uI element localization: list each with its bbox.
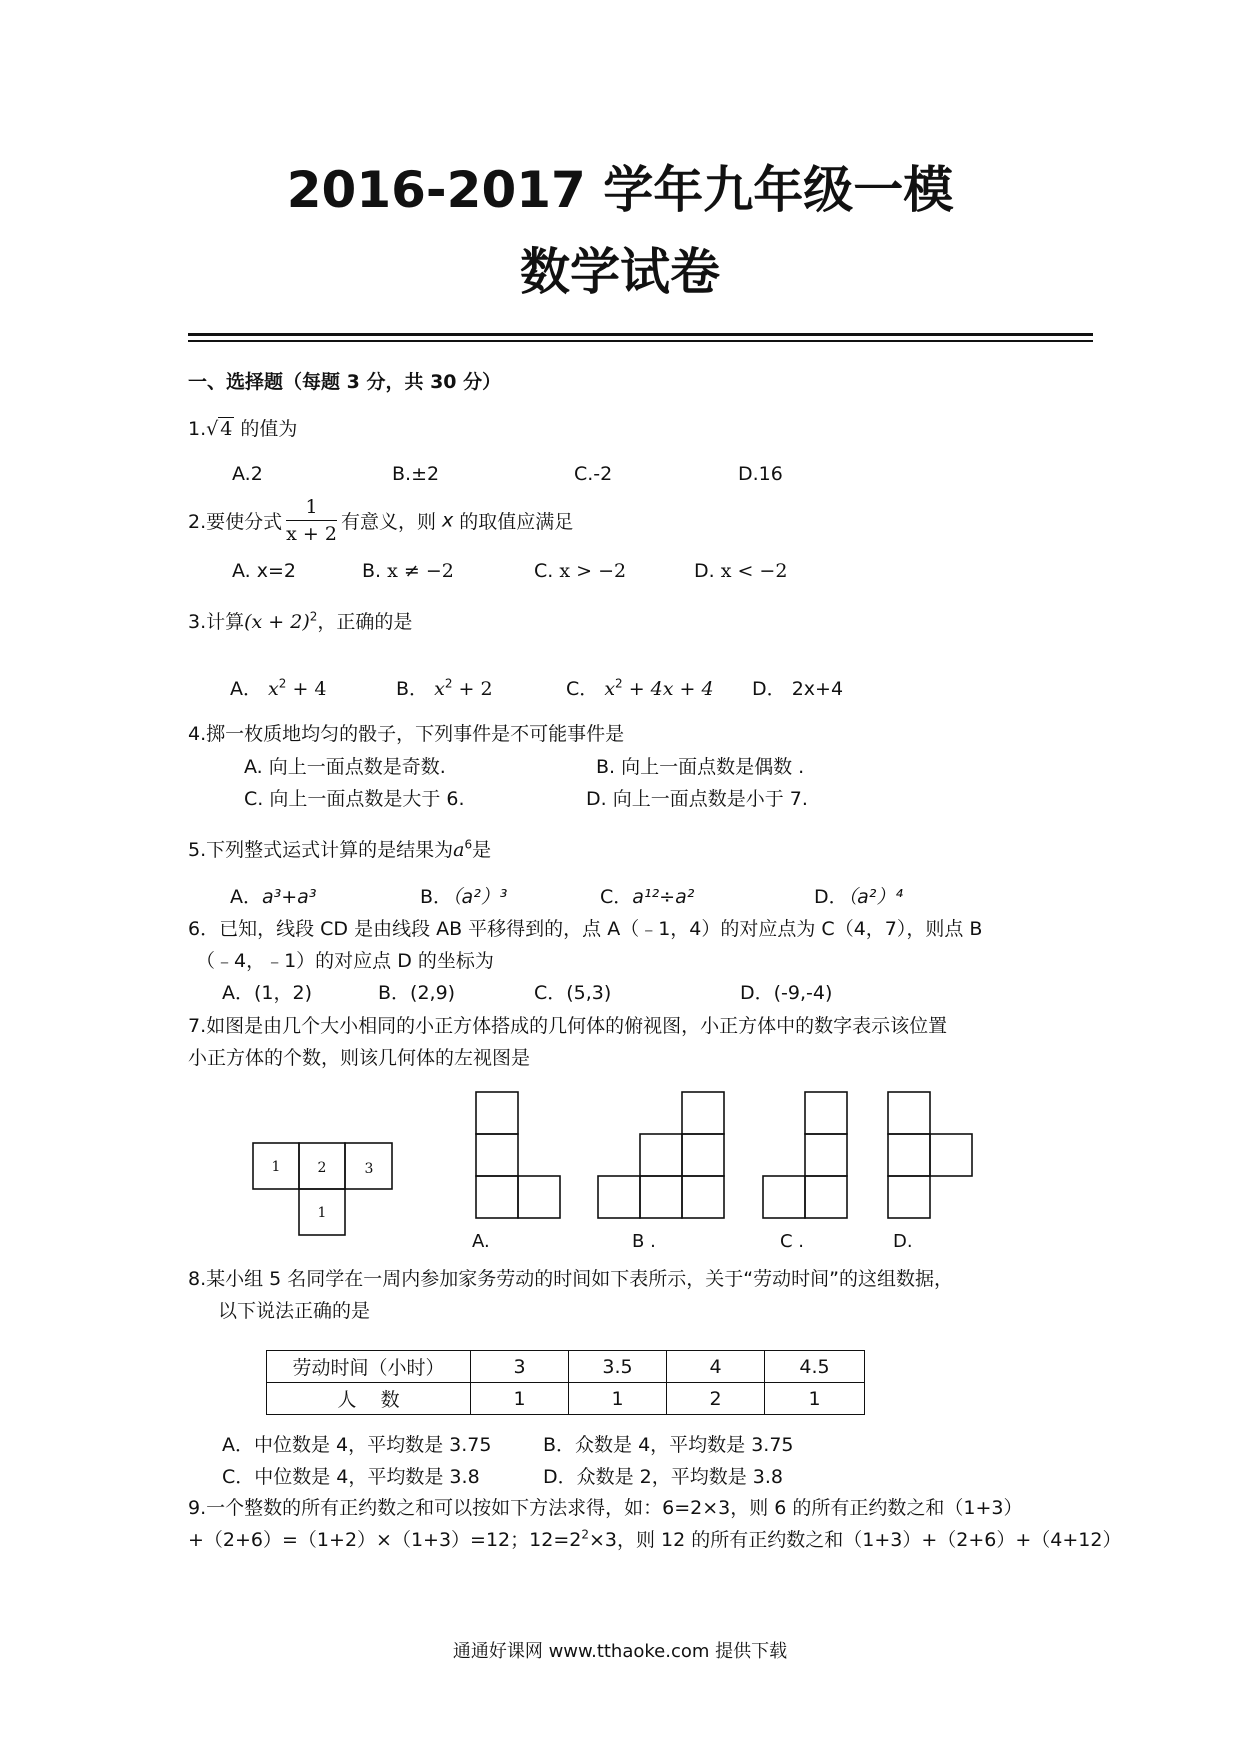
top-view-number: 1 — [271, 1159, 281, 1175]
table-row — [267, 1383, 865, 1415]
question-8-line1: 8.某小组 5 名同学在一周内参加家务劳动的时间如下表所示，关于“劳动时间”的这组数据， — [188, 1268, 953, 1290]
table-cell: 4.5 — [765, 1351, 865, 1383]
q5-option-a: A．a³+a³ — [230, 886, 317, 908]
q8-option-a: A．中位数是 4，平均数是 3.75 — [222, 1434, 492, 1456]
top-view-number: 1 — [317, 1205, 327, 1221]
q6-option-b: B．(2,9) — [378, 982, 456, 1004]
q3-option-b: B． $x^2 + 2$ — [396, 676, 493, 700]
q6-option-a: A．(1，2) — [222, 982, 312, 1004]
q3-option-d: D． 2x+4 — [752, 678, 844, 700]
q8-option-d: D．众数是 2，平均数是 3.8 — [543, 1466, 784, 1488]
q8-option-b: B．众数是 4，平均数是 3.75 — [543, 1434, 794, 1456]
top-view-number: 3 — [364, 1161, 374, 1177]
fraction: $\frac{1}{x + 2}$ — [286, 496, 337, 545]
q1-option-a: A.2 — [232, 463, 263, 485]
q5-option-d: D．（a²）⁴ — [814, 886, 904, 908]
question-3: 3.计算$(x + 2)^2$，正确的是 — [188, 609, 413, 633]
q4-option-d: D. 向上一面点数是小于 7. — [586, 788, 808, 810]
footer-watermark: 通通好课网 www.tthaoke.com 提供下载 — [452, 1641, 788, 1662]
question-6-line1: 6．已知，线段 CD 是由线段 AB 平移得到的，点 A（﹣1，4）的对应点为 C（4，7），则点 B — [188, 918, 983, 940]
question-2: 2.要使分式 $\frac{1}{x + 2}$ 有意义，则 x 的取值应满足 — [188, 496, 574, 545]
table-cell: 1 — [569, 1383, 667, 1415]
table-cell: 2 — [667, 1383, 765, 1415]
q3-option-a: A． $x^2 + 4$ — [230, 676, 327, 700]
q6-option-c: C．(5,3) — [534, 982, 612, 1004]
table-row — [267, 1351, 865, 1383]
question-9-line1: 9.一个整数的所有正约数之和可以按如下方法求得，如：6=2×3，则 6 的所有正约数之和（1+3） — [188, 1497, 1023, 1519]
q5-option-c: C．a¹²÷a² — [600, 886, 695, 908]
table-cell: 1 — [765, 1383, 865, 1415]
option-c-figure — [763, 1092, 847, 1218]
q2-option-d: D. x < −2 — [694, 560, 788, 582]
table-cell: 3.5 — [569, 1351, 667, 1383]
q1-option-b: B.±2 — [392, 463, 440, 485]
table-cell: 劳动时间（小时） — [267, 1351, 471, 1383]
question-6-line2: （﹣4，﹣1）的对应点 D 的坐标为 — [196, 950, 494, 972]
top-view-number: 2 — [317, 1160, 327, 1176]
question-7-line2: 小正方体的个数，则该几何体的左视图是 — [188, 1047, 531, 1069]
table-cell: 4 — [667, 1351, 765, 1383]
q1-option-d: D.16 — [738, 463, 783, 485]
table-cell: 人 数 — [267, 1383, 471, 1415]
question-4: 4.掷一枚质地均匀的骰子，下列事件是不可能事件是 — [188, 723, 625, 745]
q1-option-c: C.-2 — [574, 463, 613, 485]
q5-option-b: B．（a²）³ — [420, 886, 508, 908]
q3-option-c: C． $x^2 + 4x + 4$ — [566, 676, 714, 700]
table-cell: 1 — [471, 1383, 569, 1415]
q6-option-d: D．(-9,-4) — [740, 982, 833, 1004]
table-cell: 3 — [471, 1351, 569, 1383]
q4-option-a: A. 向上一面点数是奇数. — [244, 756, 446, 778]
sqrt-expression: √ 4 — [206, 418, 233, 440]
q8-option-c: C．中位数是 4，平均数是 3.8 — [222, 1466, 480, 1488]
option-label: A. — [472, 1231, 490, 1252]
exam-title-line1: 2016-2017 学年九年级一模 — [286, 161, 954, 219]
option-label: B . — [632, 1231, 656, 1252]
question-1: 1.√ 4 的值为 — [188, 418, 298, 440]
question-9-line2: +（2+6）=（1+2）×（1+3）=12；$12=2^2\times 3$，则 12 的所有正约数之和（1+3）+（2+6）+（4+12） — [188, 1527, 1122, 1551]
labor-time-table — [266, 1350, 865, 1415]
question-8-line2: 以下说法正确的是 — [218, 1300, 371, 1322]
q2-option-b: B. x ≠ −2 — [362, 560, 454, 582]
option-label: C . — [780, 1231, 805, 1252]
option-b-figure — [598, 1092, 724, 1218]
top-view-figure — [253, 1143, 392, 1235]
option-label: D. — [893, 1231, 913, 1252]
section-heading: 一、选择题（每题 3 分，共 30 分） — [188, 371, 502, 393]
exam-title-line2: 数学试卷 — [520, 243, 720, 301]
q2-option-a: A. x=2 — [232, 560, 297, 582]
question-5: 5.下列整式运式计算的是结果为$a^6$是 — [188, 837, 492, 861]
q2-option-c: C. x > −2 — [534, 560, 627, 582]
option-d-figure — [888, 1092, 972, 1218]
q4-option-b: B. 向上一面点数是偶数 . — [596, 756, 805, 778]
q4-option-c: C. 向上一面点数是大于 6. — [244, 788, 465, 810]
question-7-line1: 7.如图是由几个大小相同的小正方体搭成的几何体的俯视图，小正方体中的数字表示该位置 — [188, 1015, 948, 1037]
option-a-figure — [476, 1092, 560, 1218]
